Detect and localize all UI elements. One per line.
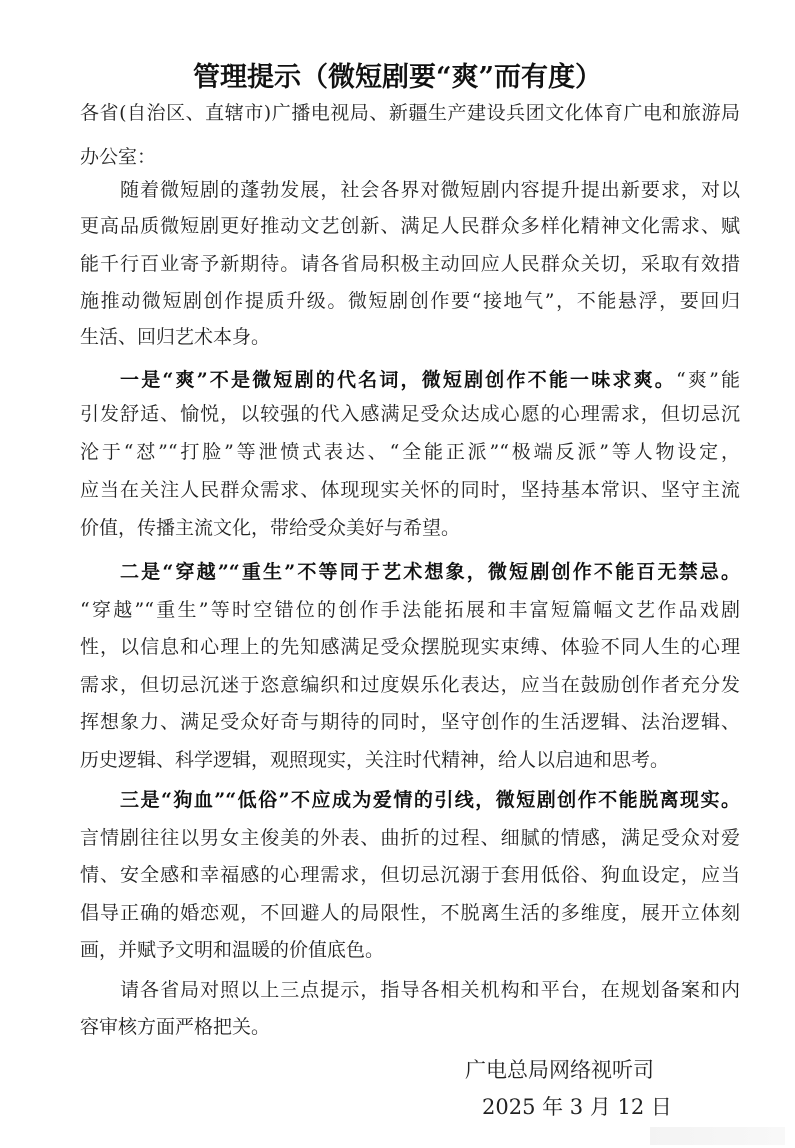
text-line: 应当在关注人民群众需求、体现现实关怀的同时，坚持基本常识、坚守主流 <box>80 479 740 501</box>
text-line: 生活、回归艺术本身。 <box>80 326 271 348</box>
text-line: 沦于“怼”“打脸”等泄愤式表达、“全能正派”“极端反派”等人物设定， <box>80 441 740 463</box>
text-line: 施推动微短剧创作提质升级。微短剧创作要“接地气”，不能悬浮，要回归 <box>80 290 740 312</box>
text-line: 办公室： <box>80 146 157 168</box>
watermark <box>650 1127 785 1145</box>
signature-org: 广电总局网络视听司 <box>465 1058 654 1082</box>
text-line: 历史逻辑、科学逻辑，观照现实，关注时代精神，给人以启迪和思考。 <box>80 749 670 771</box>
point-three-heading: 三是“狗血”“低俗”不应成为爱情的引线，微短剧创作不能脱离现实。 <box>120 789 740 811</box>
document-title: 管理提示（微短剧要“爽”而有度） <box>192 62 603 93</box>
text-line: 需求，但切忌沉迷于恣意编织和过度娱乐化表达，应当在鼓励创作者充分发 <box>80 674 740 696</box>
text-line: 能千行百业寄予新期待。请各省局积极主动回应人民群众关切，采取有效措 <box>80 253 740 275</box>
text-line: 画，并赋予文明和温暖的价值底色。 <box>80 939 385 961</box>
text-line: 性，以信息和心理上的先知感满足受众摆脱现实束缚、体验不同人生的心理 <box>80 636 740 658</box>
text-line: 请各省局对照以上三点提示，指导各相关机构和平台，在规划备案和内 <box>120 979 740 1001</box>
text-line: “穿越”“重生”等时空错位的创作手法能拓展和丰富短篇幅文艺作品戏剧 <box>80 599 740 621</box>
text-line: 容审核方面严格把关。 <box>80 1016 271 1038</box>
point-one-heading: 一是“爽”不是微短剧的代名词，微短剧创作不能一味求爽。 <box>120 369 676 391</box>
text-line: 引发舒适、愉悦，以较强的代入感满足受众达成心愿的心理需求，但切忌沉 <box>80 403 740 425</box>
point-two-heading: 二是“穿越”“重生”不等同于艺术想象，微短剧创作不能百无禁忌。 <box>120 561 740 583</box>
text-segment: “爽”能 <box>676 369 740 391</box>
text-line: 随着微短剧的蓬勃发展，社会各界对微短剧内容提升提出新要求，对以 <box>120 179 740 201</box>
text-line: 言情剧往往以男女主俊美的外表、曲折的过程、细腻的情感，满足受众对爱 <box>80 827 740 849</box>
text-line: 各省(自治区、直辖市)广播电视局、新疆生产建设兵团文化体育广电和旅游局 <box>80 102 740 124</box>
text-line: 倡导正确的婚恋观，不回避人的局限性，不脱离生活的多维度，展开立体刻 <box>80 902 740 924</box>
text-line <box>120 363 740 397</box>
signature-date: 2025 年 3 月 12 日 <box>482 1095 672 1119</box>
text-line: 更高品质微短剧更好推动文艺创新、满足人民群众多样化精神文化需求、赋 <box>80 215 740 237</box>
text-line: 价值，传播主流文化，带给受众美好与希望。 <box>80 517 461 539</box>
text-line: 情、安全感和幸福感的心理需求，但切忌沉溺于套用低俗、狗血设定，应当 <box>80 864 740 886</box>
text-line: 挥想象力、满足受众好奇与期待的同时，坚守创作的生活逻辑、法治逻辑、 <box>80 711 740 733</box>
